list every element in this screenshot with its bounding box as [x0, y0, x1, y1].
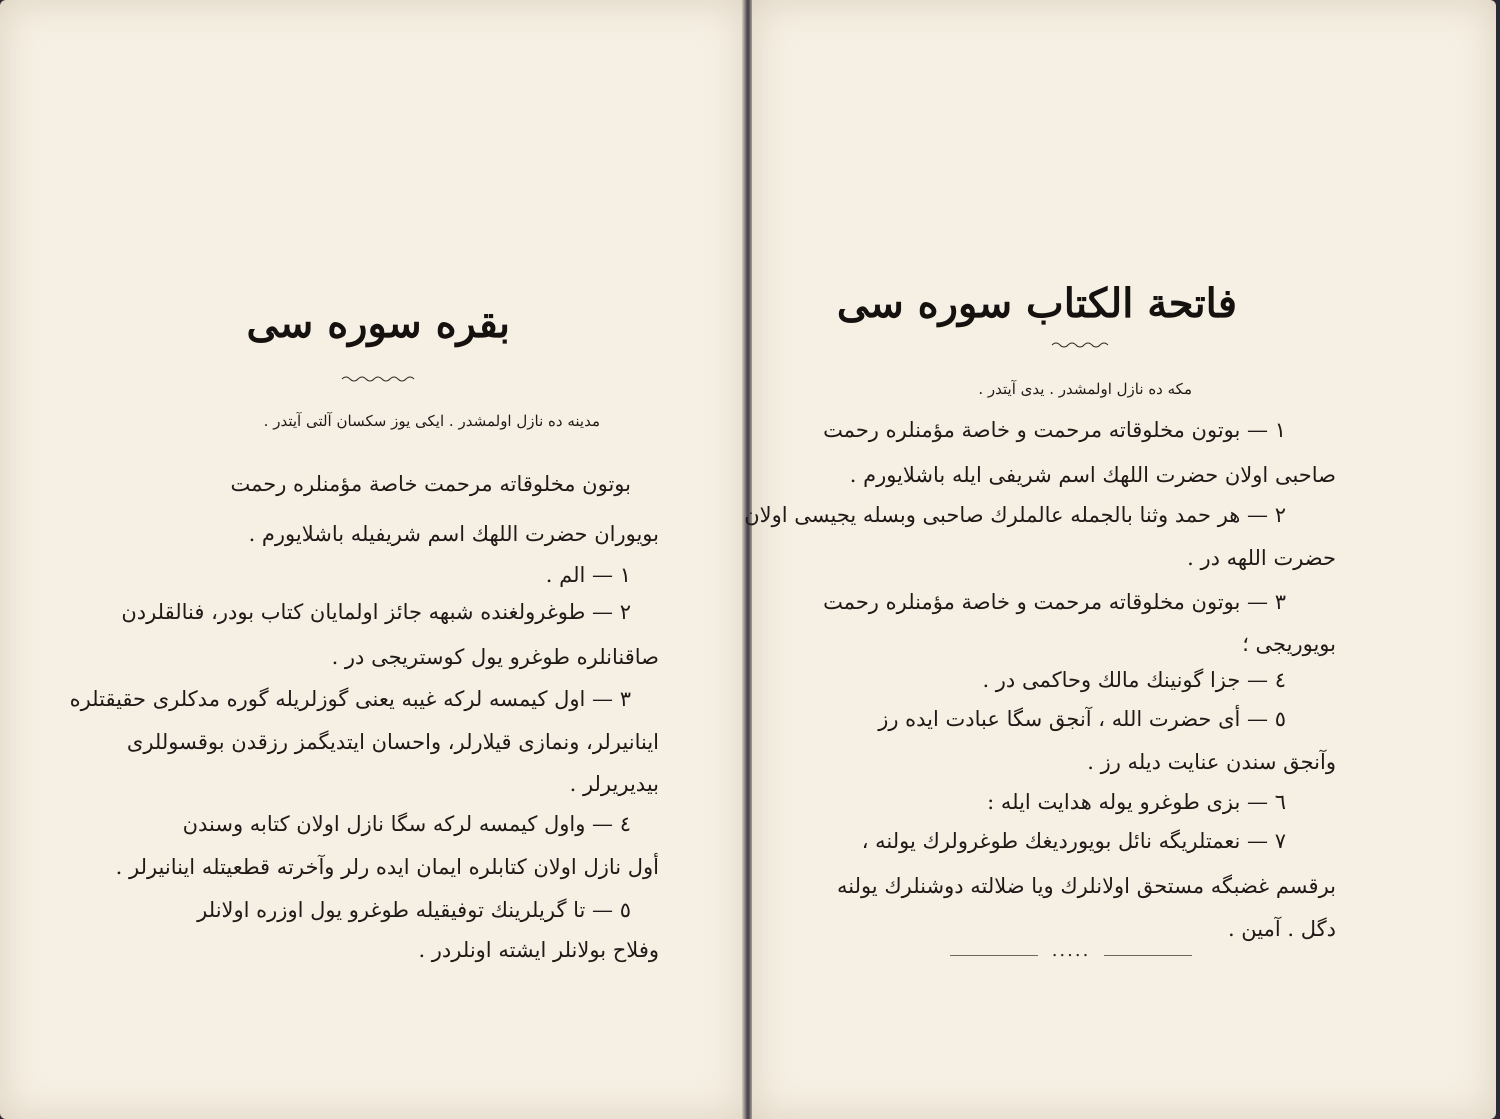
text-line: بویوریجی ؛ — [1242, 632, 1336, 656]
text-line: ٤ — واول کیمسه لرکه سگا نازل اولان کتابه وسندن — [182, 812, 631, 836]
surah-title-baqara: بقره سوره سی — [246, 300, 510, 347]
text-line: ٣ — اول کیمسه لرکه غیبه یعنی گوزلریله گوره مدکلری حقیقتلره — [69, 687, 631, 711]
surah-subtitle: مكه ده نازل اولمشدر . یدی آیتدر . — [978, 380, 1192, 398]
title-ornament — [340, 374, 420, 384]
text-line: ٢ — طوغرولغنده شبهه جائز اولمایان کتاب بودر، فنالقلردن — [121, 600, 631, 624]
text-line: برقسم غضبگه مستحق اولانلرك ویا ضلالته دوشنلرك یولنه — [836, 874, 1336, 898]
text-line: وآنجق سندن عنایت دیله رز . — [1087, 750, 1336, 774]
text-line: ٦ — بزی طوغرو یوله هدایت ایله : — [987, 790, 1286, 814]
text-line: بیدیریرلر . — [569, 772, 659, 796]
title-ornament — [1050, 340, 1110, 350]
text-line: ٧ — نعمتلریگه نائل بویوردیغك طوغرولرك یولنه ، — [861, 829, 1286, 853]
text-line: بویوران حضرت اللهك اسم شریفیله باشلایورم . — [248, 522, 659, 546]
text-line: ٢ — هر حمد وثنا بالجمله عالملرك صاحبی وبسله یجیسی اولان — [744, 503, 1286, 527]
end-rule-right — [1104, 955, 1192, 956]
text-line: ١ — بوتون مخلوقاته مرحمت و خاصة مؤمنلره رحمت — [823, 418, 1286, 442]
surah-title-fatiha: فاتحة الكتاب سوره سی — [836, 280, 1237, 327]
text-line: وفلاح بولانلر ایشته اونلردر . — [418, 938, 659, 962]
text-line: ٥ — تا گریلرینك توفیقیله طوغرو یول اوزره اولانلر — [197, 898, 631, 922]
right-page — [744, 0, 1496, 1119]
left-page — [0, 0, 746, 1119]
text-line: ٤ — جزا گونینك مالك وحاكمی در . — [982, 668, 1286, 692]
text-line: صاقنانلره طوغرو یول کوستریجی در . — [331, 645, 659, 669]
end-ornament: ..... — [1051, 940, 1091, 961]
text-line: اینانیرلر، ونمازی قیلارلر، واحسان ایتدیگمز رزقدن بوقسوللری — [126, 730, 659, 754]
text-line: أول نازل اولان کتابلره ایمان ایده رلر وآخرته قطعیتله اینانیرلر . — [115, 855, 659, 879]
text-line: صاحبی اولان حضرت اللهك اسم شریفی ایله باشلایورم . — [849, 463, 1336, 487]
text-line: ١ — الم . — [545, 563, 631, 587]
text-line: حضرت اللهه در . — [1187, 546, 1336, 570]
text-line: ٥ — أی حضرت الله ، آنجق سگا عبادت ایده رز — [878, 707, 1286, 731]
text-line: ٣ — بوتون مخلوقاته مرحمت و خاصة مؤمنلره رحمت — [823, 590, 1286, 614]
end-rule-left — [950, 955, 1038, 956]
surah-subtitle: مدینه ده نازل اولمشدر . ایکی یوز سکسان آلتی آیتدر . — [263, 412, 600, 430]
text-line: بوتون مخلوقاته مرحمت خاصة مؤمنلره رحمت — [230, 472, 631, 496]
text-line: دگل . آمین . — [1227, 917, 1336, 941]
